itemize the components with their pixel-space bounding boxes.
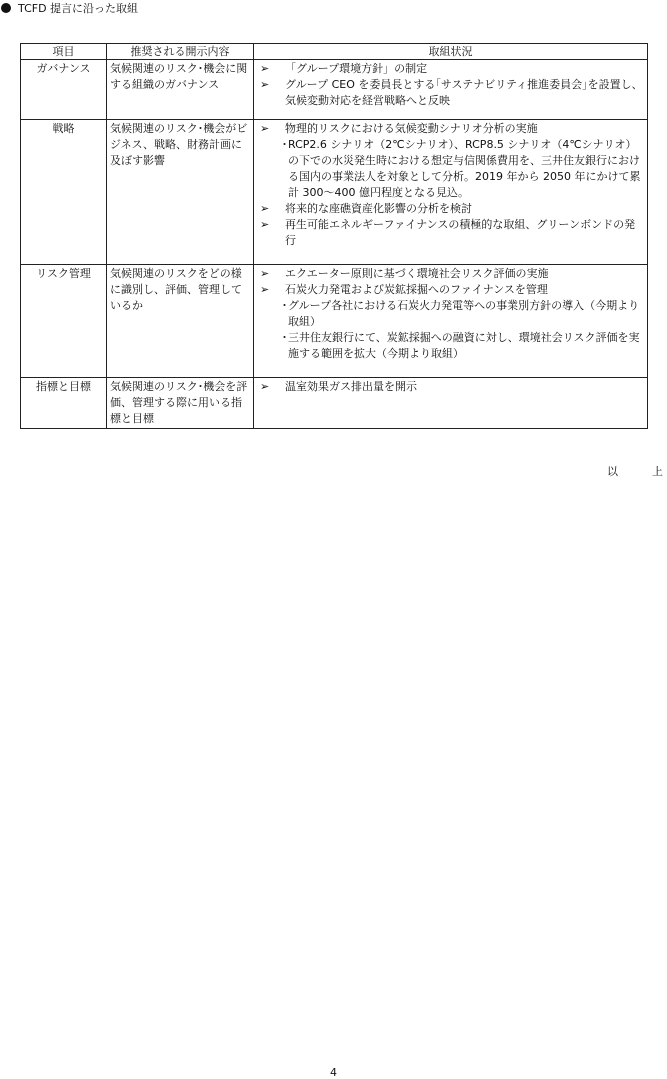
status-line: ➢ 石炭火力発電および炭鉱採掘へのファイナンスを管理 xyxy=(257,282,644,298)
row-disclosure: 気候関連のリスク･機会を評価、管理する際に用いる指標と目標 xyxy=(107,378,254,429)
status-line: ➢ 物理的リスクにおける気候変動シナリオ分析の実施 xyxy=(257,121,644,137)
row-item: 指標と目標 xyxy=(21,378,107,429)
status-subline: ・ 三井住友銀行にて、炭鉱採掘への融資に対し、環境社会リスク評価を実施する範囲を拡大（今期より取組） xyxy=(279,331,640,360)
row-disclosure: 気候関連のリスク･機会に関する組織のガバナンス xyxy=(107,60,254,120)
middle-dot-icon: ・ xyxy=(279,138,290,151)
arrow-bullet-icon: ➢ xyxy=(260,218,270,231)
row-item: 戦略 xyxy=(21,120,107,265)
header-status: 取組状況 xyxy=(254,44,648,60)
arrow-bullet-icon: ➢ xyxy=(260,78,270,91)
middle-dot-icon: ・ xyxy=(279,331,290,344)
row-status xyxy=(254,120,648,265)
status-line: ➢ 「グループ環境方針」の制定 xyxy=(257,61,644,77)
status-line: ➢ 将来的な座礁資産化影響の分析を検討 xyxy=(257,201,644,217)
status-line: ➢ 温室効果ガス排出量を開示 xyxy=(257,379,644,395)
status-line: ➢ エクエーター原則に基づく環境社会リスク評価の実施 xyxy=(257,266,644,282)
status-line: ➢ 再生可能エネルギーファイナンスの積極的な取組、グリーンボンドの発行 xyxy=(257,217,644,249)
table-row xyxy=(21,60,648,120)
page-number: 4 xyxy=(330,1066,337,1079)
arrow-bullet-icon: ➢ xyxy=(260,202,270,215)
closing-left: 以 xyxy=(607,465,618,478)
arrow-bullet-icon: ➢ xyxy=(260,283,270,296)
header-item: 項目 xyxy=(21,44,107,60)
arrow-bullet-icon: ➢ xyxy=(260,62,270,75)
arrow-bullet-icon: ➢ xyxy=(260,267,270,280)
table-row xyxy=(21,378,648,429)
arrow-bullet-icon: ➢ xyxy=(260,380,270,393)
closing-right: 上 xyxy=(652,465,663,478)
table-header-row xyxy=(21,44,648,60)
row-status xyxy=(254,60,648,120)
tcfd-table xyxy=(20,43,648,429)
row-disclosure: 気候関連のリスクをどの様に識別し、評価、管理しているか xyxy=(107,265,254,378)
table-row xyxy=(21,120,648,265)
status-subline: ・ RCP2.6 シナリオ（2℃シナリオ）、RCP8.5 シナリオ（4℃シナリオ）の下での水災発生時における想定与信関係費用を、三井住友銀行における国内の事業法人を対象として分析。2019 年から 2050 年にかけて累計 300～400 億円程度となる見込。 xyxy=(279,138,641,199)
heading-text: TCFD 提言に沿った取組 xyxy=(18,2,139,15)
row-item: リスク管理 xyxy=(21,265,107,378)
row-status xyxy=(254,378,648,429)
row-status xyxy=(254,265,648,378)
row-item: ガバナンス xyxy=(21,60,107,120)
row-disclosure: 気候関連のリスク･機会がビジネス、戦略、財務計画に及ぼす影響 xyxy=(107,120,254,265)
section-heading xyxy=(0,0,138,16)
table-row xyxy=(21,265,648,378)
status-line: ➢ グループ CEO を委員長とする｢サステナビリティ推進委員会｣を設置し、気候変動対応を経営戦略へと反映 xyxy=(257,77,644,109)
middle-dot-icon: ・ xyxy=(279,299,290,312)
arrow-bullet-icon: ➢ xyxy=(260,122,270,135)
status-subline: ・ グループ各社における石炭火力発電等への事業別方針の導入（今期より取組） xyxy=(279,299,640,328)
black-circle-bullet-icon xyxy=(1,3,11,13)
header-disclosure: 推奨される開示内容 xyxy=(107,44,254,60)
closing-mark xyxy=(607,463,663,479)
